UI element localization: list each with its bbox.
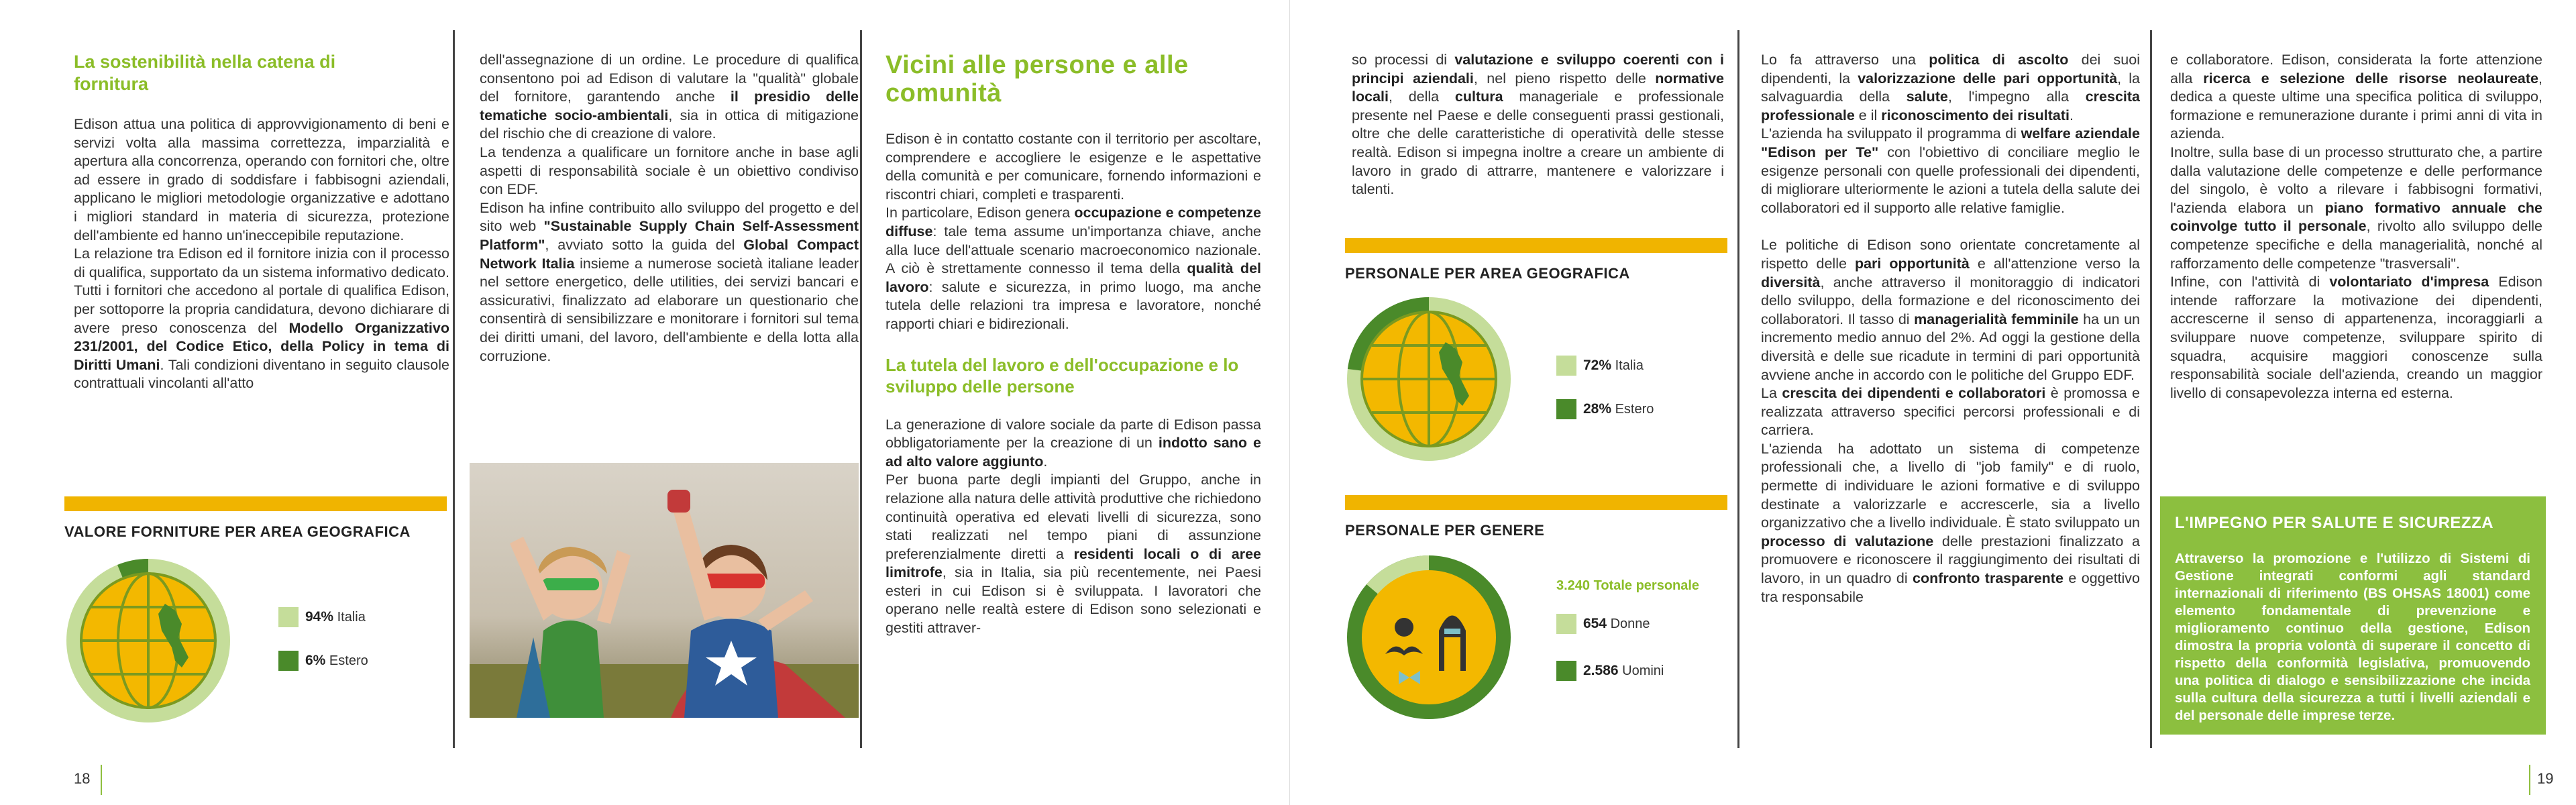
chart-title: PERSONALE PER GENERE [1345,522,1545,539]
globe-chart [64,557,232,724]
column-divider [453,30,455,748]
paragraph: L'azienda ha adottato un sistema di competenze professionali che, a livello di "job family" e di ruolo, permette di individuare le azioni formative e di sviluppo destinate a valorizzarle e accrescerle, sia a livello organizzativo che a livello individuale. È stato sviluppato un processo di valutazione delle prestazioni finalizzato a promuovere e riconoscere il raggiungimento dei risultati di lavoro, in un quadro di confronto trasparente e oggettivo tra responsabile [1761,440,2140,605]
total-label: 3.240 Totale personale [1556,578,1700,593]
legend-item: 6% Estero [305,653,368,668]
paragraph: L'azienda ha sviluppato il programma di welfare aziendale "Edison per Te" con l'obiettivo di conciliare meglio le esigenze personali con quelle professionali dei dipendenti, di migliorare ulteriormente le azioni a tutela della salute dei collaboratori ed il supporto alle relative famiglie. [1761,125,2140,216]
section-heading: La sostenibilità nella catena di fornitura [74,52,336,94]
legend-item: 72% Italia [1583,358,1644,373]
paragraph: Per buona parte degli impianti del Gruppo, anche in relazione alla natura delle attività produttive che richiedono continuità operativa ed elevati livelli di sicurezza, sono stati realizzati nel tempo piani di assunzione preferenzialmente diretti a residenti locali o di aree limitrofe, sia in Italia, sia più recentemente, nei Paesi esteri in cui Edison si è sviluppata. I lavoratori che operano nelle realtà estere di Edison sono selezionati e gestiti attraver- [885,472,1262,637]
legend-swatch-italia [1556,356,1576,376]
chart-title: PERSONALE PER AREA GEOGRAFICA [1345,265,1630,282]
divider-bar [1345,238,1727,253]
paragraph: La relazione tra Edison ed il fornitore inizia con il processo di qualifica, supportato da un sistema informativo dedicato. Tutti i fornitori che accedono al portale di qualifica Edison, per sottoporre la propria candidatura, devono dichiarare di avere preso conoscenza del Modello Organizzativo 231/2001, del Codice Etico, della Policy in tema di Diritti Umani. Tali condizioni diventano in seguito clausole contrattuali vincolanti all'atto [74,246,449,392]
legend-swatch-estero [278,651,299,671]
section-heading: Vicini alle persone e alle comunità [885,51,1189,107]
paragraph: so processi di valutazione e sviluppo coerenti con i principi aziendali, nel pieno rispetto delle normative locali, della cultura manageriale e professionale presente nel Paese e delle conseguenti prassi gestionali, oltre che delle caratteristiche di operatività delle stesse realtà. Edison si impegna inoltre a creare un ambiente di lavoro in grado di attrarre, mantenere e valorizzare i talenti. [1352,52,1725,198]
subheading: La tutela del lavoro e dell'occupazione e lo sviluppo delle persone [885,354,1239,396]
legend-swatch-uomini [1556,661,1576,681]
box-text: Attraverso la promozione e l'utilizzo di Sistemi di Gestione integrati conformi agli standard internazionali di riferimento (BS OHSAS 18001) come elemento fondamentale di prevenzione e miglioramento continuo della gestione, Edison dimostra la propria volontà di superare il concetto di rispetto della conformità legislativa, promuovendo una politica di dialogo e sensibilizzazione che incida sulla cultura della sicurezza a tutti i livelli aziendali e del personale delle imprese terze. [2175,551,2530,723]
paragraph: La tendenza a qualificare un fornitore anche in base agli aspetti di responsabilità sociale è un obiettivo condiviso con EDF. [480,144,859,198]
paragraph: In particolare, Edison genera occupazione e competenze diffuse: tale tema assume un'importanza chiave, anche alla luce dell'attuale scenario macroeconomico nazionale. A ciò è strettamente connesso il tema della qualità del lavoro: salute e sicurezza, in primo luogo, ma anche tutela delle relazioni tra impresa e lavoratore, nonché rapporti chiari e bidirezionali. [885,205,1261,332]
paragraph: dell'assegnazione di un ordine. Le procedure di qualifica consentono poi ad Edison di valutare la "qualità" globale del fornitore, garantendo anche il presidio delle tematiche socio-ambientali, sia in ottica di mitigazione del rischio che di creazione di valore. [480,52,859,142]
column-divider [1737,30,1739,748]
paragraph: Edison ha infine contribuito allo sviluppo del progetto e del sito web "Sustainable Supply Chain Self-Assessment Platform", avviato sotto la guida del Global Compact Network Italia insieme a numerose società italiane leader nel settore energetico, delle utilities, dei servizi bancari e assicurativi, finalizzato ad elaborare un questionario che consentirà di sensibilizzare e monitorare i fornitori sul tema dei diritti umani, del lavoro, dell'ambiente e della lotta alla corruzione. [480,199,859,364]
column-4 [1352,51,1724,199]
paragraph: La crescita dei dipendenti e collaboratori è promossa e realizzata attraverso specifici percorsi professionali e di carriera. [1761,385,2141,439]
legend-swatch-donne [1556,614,1576,634]
spine-divider [1289,0,1290,805]
column-3 [885,51,1261,638]
gender-chart [1345,553,1513,721]
page-number-right: 19 [2537,770,2554,787]
paragraph: Le politiche di Edison sono orientate concretamente al rispetto delle pari opportunità e all'attenzione verso la diversità, anche attraverso il monitoraggio di indicatori dello sviluppo, della formazione e del riconoscimento dei collaboratori. Il tasso di managerialità femminile ha un un incremento medio annuo del 2%. Ad oggi la gestione della diversità e delle sue ricadute in termini di pari opportunità avviene anche in accordo con le politiche del Gruppo EDF. [1761,237,2140,383]
legend-item: 2.586 Uomini [1583,663,1664,678]
page-number-rule [101,765,102,795]
box-title: L'IMPEGNO PER SALUTE E SICUREZZA [2175,514,2494,532]
column-5 [1761,51,2140,606]
page-number-rule [2529,765,2530,795]
paragraph: Edison attua una politica di approvvigionamento di beni e servizi volta alla massima correttezza, imparzialità e apertura alla concorrenza, operando con fornitori che, oltre ad essere in grado di soddisfare i fabbisogni aziendali, applicano le migliori metodologie organizzative e adottano i migliori standard in materia di sicurezza, protezione dell'ambiente ed hanno un'ineccepibile reputazione. [74,116,449,244]
column-6 [2170,51,2542,402]
globe-chart [1345,295,1513,463]
chart-title: VALORE FORNITURE PER AREA GEOGRAFICA [64,523,411,540]
column-1 [74,51,449,393]
legend-swatch-estero [1556,399,1576,419]
paragraph: Inoltre, sulla base di un processo strutturato che, a partire dalla valutazione delle competenze e delle performance del singolo, è volto a rilevare i fabbisogni formativi, l'azienda elabora un piano formativo annuale che coinvolge tutto il personale, rivolto allo sviluppo delle competenze specifiche e della managerialità, nonché al rafforzamento delle competenze "trasversali". [2170,144,2542,272]
column-2 [480,51,859,366]
column-divider [860,30,862,748]
divider-bar [1345,495,1727,510]
paragraph: Infine, con l'attività di volontariato d'impresa Edison intende rafforzare la motivazione dei dipendenti, accrescerne il senso di appartenenza, incoraggiarli a sviluppare nuove competenze, sviluppare spirito di squadra, acquisire maggiori conoscenze sulla responsabilità sociale dell'azienda, creando un maggior livello di consapevolezza interna ed esterna. [2170,274,2542,401]
paragraph: La generazione di valore sociale da parte di Edison passa obbligatoriamente per la creazione di un indotto sano e ad alto valore aggiunto. [885,416,1261,470]
children-photo [470,463,859,718]
divider-bar [64,496,447,511]
safety-box [2160,496,2546,735]
column-divider [2150,30,2152,748]
paragraph: e collaboratore. Edison, considerata la forte attenzione alla ricerca e selezione delle risorse neolaureate, dedica a queste ultime una specifica politica di sviluppo, formazione e remunerazione durante i primi anni di vita in azienda. [2170,52,2542,142]
page-number-left: 18 [74,770,91,787]
legend-swatch-italia [278,607,299,627]
legend-item: 94% Italia [305,609,366,625]
paragraph: Edison è in contatto costante con il territorio per ascoltare, comprendere e accogliere le esigenze e le aspettative della comunità e per comunicare, fornendo informazioni e riscontri chiari, completi e trasparenti. [885,131,1261,203]
legend-item: 654 Donne [1583,616,1650,631]
paragraph: Lo fa attraverso una politica di ascolto dei suoi dipendenti, la valorizzazione delle pari opportunità, la salvaguardia della salute, l'impegno alla crescita professionale e il riconoscimento dei risultati. [1761,52,2141,123]
legend-item: 28% Estero [1583,401,1654,417]
